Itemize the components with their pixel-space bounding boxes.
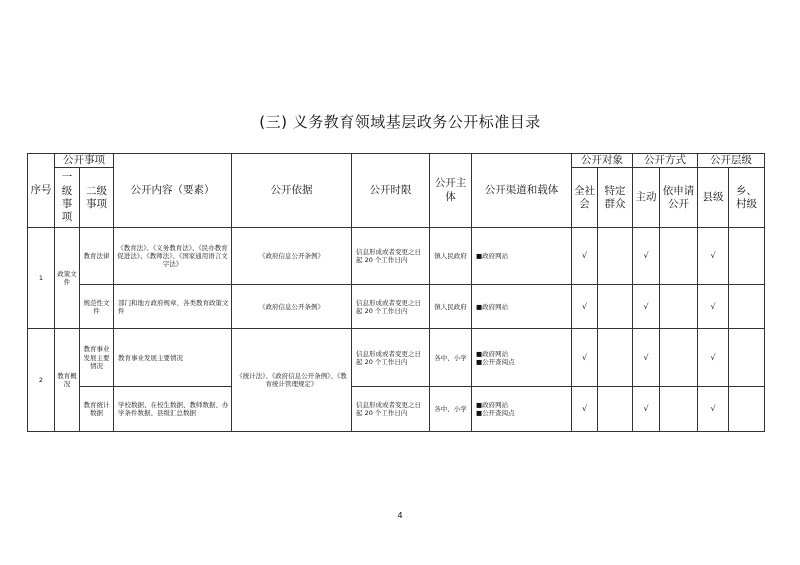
header-seq: 序号 — [28, 154, 55, 228]
check-mode-request — [660, 228, 698, 285]
channel-item: ■公开查阅点 — [476, 357, 515, 366]
level1-cell: 教育概况 — [55, 329, 80, 432]
subject-cell: 各中、小学 — [430, 387, 472, 432]
header-level2: 二级事项 — [80, 168, 114, 228]
check-level-county: √ — [698, 228, 729, 285]
channel-cell — [472, 285, 572, 329]
check-target-specific — [598, 228, 633, 285]
timeframe-cell: 信息形成或者变更之日起 20 个工作日内 — [352, 387, 430, 432]
check-mode-active: √ — [633, 329, 660, 387]
content-cell: 学校数据、在校生数据、教师数据、办学条件数据、县级汇总数据 — [114, 387, 232, 432]
level2-cell: 教育事业发展主要情况 — [80, 329, 114, 387]
content-cell: 《教育法》、《义务教育法》、《民办教育促进法》、《教师法》、《国家通用语言文字法》 — [114, 228, 232, 285]
check-mode-active: √ — [633, 285, 660, 329]
timeframe-cell: 信息形成或者变更之日起 20 个工作日内 — [352, 285, 430, 329]
check-target-specific — [598, 387, 633, 432]
check-level-county: √ — [698, 329, 729, 387]
check-level-township — [729, 387, 765, 432]
page-number: 4 — [397, 511, 403, 520]
seq-cell: 2 — [28, 329, 55, 432]
basis-cell: 《政府信息公开条例》 — [232, 285, 352, 329]
check-mode-request — [660, 387, 698, 432]
level2-cell: 教育法律 — [80, 228, 114, 285]
basis-cell: 《政府信息公开条例》 — [232, 228, 352, 285]
subject-cell: 各中、小学 — [430, 329, 472, 387]
timeframe-cell: 信息形成或者变更之日起 20 个工作日内 — [352, 329, 430, 387]
header-row-top — [28, 154, 765, 168]
page-title: (三) 义务教育领域基层政务公开标准目录 — [259, 113, 541, 131]
header-timeframe: 公开时限 — [352, 154, 430, 228]
channel-item: ■公开查阅点 — [476, 409, 515, 418]
header-mode-active: 主动 — [633, 168, 660, 228]
header-target: 公开对象 — [572, 154, 633, 168]
subject-cell: 镇人民政府 — [430, 285, 472, 329]
table-row — [28, 387, 765, 432]
header-basis: 公开依据 — [232, 154, 352, 228]
table-row — [28, 228, 765, 285]
check-target-all: √ — [572, 228, 598, 285]
level2-cell: 规范性文件 — [80, 285, 114, 329]
seq-cell: 1 — [28, 228, 55, 329]
header-mode-request: 依申请公开 — [660, 168, 698, 228]
content-cell: 部门和地方政府规章、各类教育政策文件 — [114, 285, 232, 329]
table-row — [28, 285, 765, 329]
check-level-county: √ — [698, 285, 729, 329]
header-mode: 公开方式 — [633, 154, 698, 168]
header-target-all: 全社会 — [572, 168, 598, 228]
subject-cell: 镇人民政府 — [430, 228, 472, 285]
header-level: 公开层级 — [698, 154, 765, 168]
channel-item: ■政府网站 — [476, 252, 509, 261]
check-target-specific — [598, 285, 633, 329]
disclosure-catalog-table — [27, 153, 765, 432]
channel-cell — [472, 228, 572, 285]
check-target-specific — [598, 329, 633, 387]
channel-item: ■政府网站 — [476, 302, 509, 311]
channel-cell — [472, 387, 572, 432]
level1-cell: 政策文件 — [55, 228, 80, 329]
header-content: 公开内容（要素） — [114, 154, 232, 228]
content-cell: 教育事业发展主要情况 — [114, 329, 232, 387]
channel-item: ■政府网站 — [476, 349, 509, 358]
timeframe-cell: 信息形成或者变更之日起 20 个工作日内 — [352, 228, 430, 285]
check-level-township — [729, 228, 765, 285]
header-level-township: 乡、村级 — [729, 168, 765, 228]
basis-cell: 《统计法》、《政府信息公开条例》、《教育统计管理规定》 — [232, 329, 352, 432]
check-mode-active: √ — [633, 228, 660, 285]
table-row — [28, 329, 765, 387]
header-disclosure-items: 公开事项 — [55, 154, 114, 168]
channel-cell — [472, 329, 572, 387]
check-mode-request — [660, 285, 698, 329]
check-target-all: √ — [572, 329, 598, 387]
level2-cell: 教育统计数据 — [80, 387, 114, 432]
header-level-county: 县级 — [698, 168, 729, 228]
header-level1: 一级事项 — [55, 168, 80, 228]
header-channel: 公开渠道和载体 — [472, 154, 572, 228]
check-mode-active: √ — [633, 387, 660, 432]
channel-item: ■政府网站 — [476, 401, 509, 409]
check-mode-request — [660, 329, 698, 387]
check-target-all: √ — [572, 285, 598, 329]
header-target-specific: 特定群众 — [598, 168, 633, 228]
check-level-county: √ — [698, 387, 729, 432]
header-subject: 公开主体 — [430, 154, 472, 228]
check-level-township — [729, 329, 765, 387]
check-target-all: √ — [572, 387, 598, 432]
check-level-township — [729, 285, 765, 329]
